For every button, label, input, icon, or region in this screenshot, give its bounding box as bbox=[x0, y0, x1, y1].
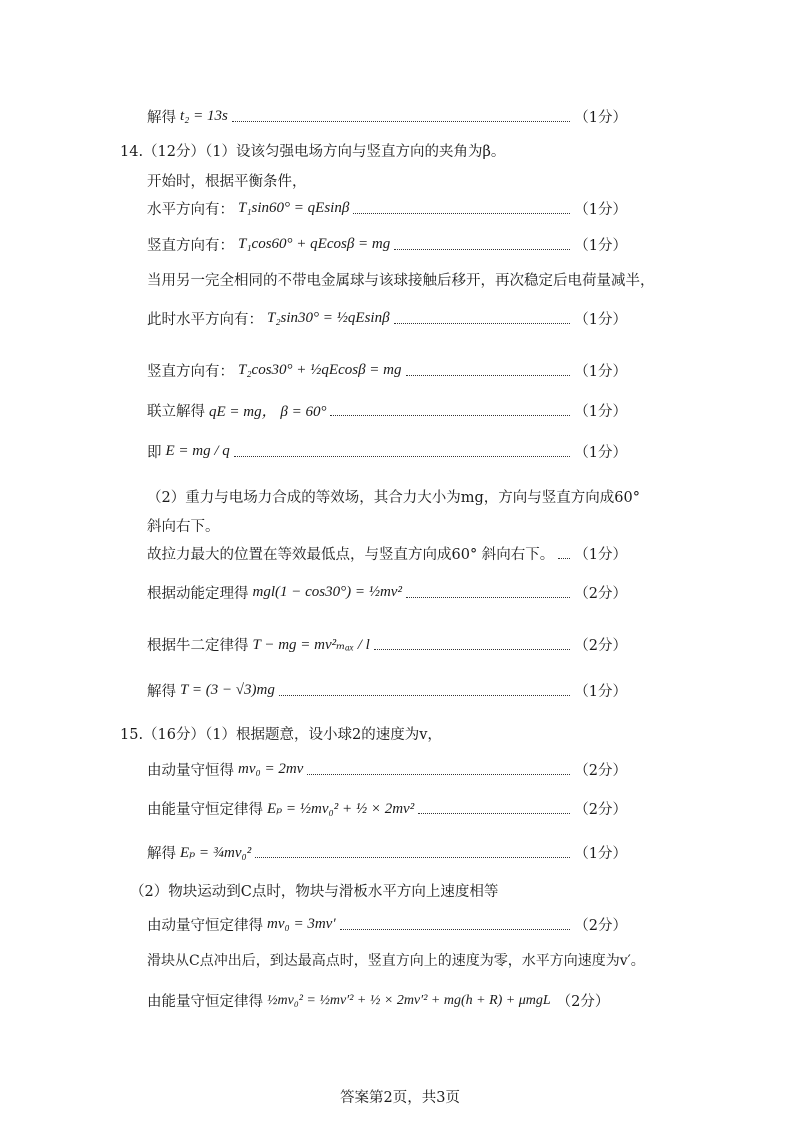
equation-line-E: 即 E = mg / q （1分） bbox=[147, 443, 627, 461]
dotted-leader bbox=[406, 365, 571, 376]
text-line-max-tension: 故拉力最大的位置在等效最低点，与竖直方向成60° 斜向右下。 （1分） bbox=[147, 547, 627, 563]
dotted-leader bbox=[232, 111, 570, 122]
equation-line-Ep: 解得 Eₚ = ¾mv₀² （1分） bbox=[147, 845, 627, 862]
dotted-leader bbox=[558, 548, 570, 559]
dotted-leader bbox=[353, 203, 570, 214]
dotted-leader bbox=[406, 587, 570, 598]
equation-line-horizontal-1: 水平方向有： T₁sin60° = qEsinβ （1分） bbox=[147, 200, 627, 218]
equation-line-momentum: 由动量守恒得 mv₀ = 2mv （2分） bbox=[147, 761, 627, 779]
dotted-leader bbox=[374, 639, 570, 650]
text-line: 斜向右下。 bbox=[147, 519, 220, 535]
question-15-heading: 15.（16分）（1）根据题意，设小球2的速度为v， bbox=[120, 727, 442, 743]
equation-line-solve: 联立解得 qE = mg， β = 60° （1分） bbox=[147, 404, 627, 420]
dotted-leader bbox=[340, 919, 571, 930]
text-line: （2）重力与电场力合成的等效场，其合力大小为mg，方向与竖直方向成60° bbox=[147, 490, 640, 506]
equation-line-energy: 根据动能定理得 mgl(1 − cos30°) = ½mv² （2分） bbox=[147, 584, 627, 602]
equation-line-vertical-2: 竖直方向有： T₂cos30° + ½qEcosβ = mg （1分） bbox=[147, 362, 627, 380]
page-footer: 答案第2页，共3页 bbox=[340, 1090, 460, 1106]
solution-line-t2 bbox=[147, 106, 627, 127]
dotted-leader bbox=[394, 313, 571, 324]
dotted-leader bbox=[234, 446, 570, 457]
equation-line-energy-cons: 由能量守恒定律得 Eₚ = ½mv₀² + ½ × 2mv² （2分） bbox=[147, 801, 627, 818]
dotted-leader bbox=[330, 405, 570, 416]
text-line: 开始时，根据平衡条件， bbox=[147, 174, 307, 190]
equation-line-T: 解得 T = (3 − √3)mg （1分） bbox=[147, 682, 627, 700]
text-line: （2）物块运动到C点时，物块与滑板水平方向上速度相等 bbox=[130, 884, 499, 900]
equation-line-horizontal-2: 此时水平方向有： T₂sin30° = ½qEsinβ （1分） bbox=[147, 310, 627, 328]
dotted-leader bbox=[255, 847, 570, 858]
dotted-leader bbox=[279, 685, 570, 696]
dotted-leader bbox=[307, 764, 570, 775]
equation-line-vertical-1: 竖直方向有： T₁cos60° + qEcosβ = mg （1分） bbox=[147, 236, 627, 254]
equation-line-momentum-2: 由动量守恒定律得 mv₀ = 3mv′ （2分） bbox=[147, 916, 627, 934]
dotted-leader bbox=[418, 803, 570, 814]
question-14-heading: 14.（12分）（1）设该匀强电场方向与竖直方向的夹角为β。 bbox=[120, 144, 506, 160]
equation: t₂ = 13s bbox=[180, 108, 228, 124]
equation-line-newton: 根据牛二定律得 T − mg = mv²ₘₐₓ / l （2分） bbox=[147, 637, 627, 654]
text-line: 当用另一完全相同的不带电金属球与该球接触后移开，再次稳定后电荷量减半， bbox=[147, 273, 655, 289]
line-prefix: 解得 bbox=[147, 110, 176, 126]
text-line: 滑块从C点冲出后，到达最高点时，竖直方向上的速度为零，水平方向速度为v′。 bbox=[147, 953, 645, 969]
score-label: （1分） bbox=[574, 110, 627, 126]
dotted-leader bbox=[394, 239, 570, 250]
equation-line-energy-2: 由能量守恒定律得 ½mv₀² = ½mv′² + ½ × 2mv′² + mg(h + R) + μmgL （2分） bbox=[147, 992, 610, 1010]
